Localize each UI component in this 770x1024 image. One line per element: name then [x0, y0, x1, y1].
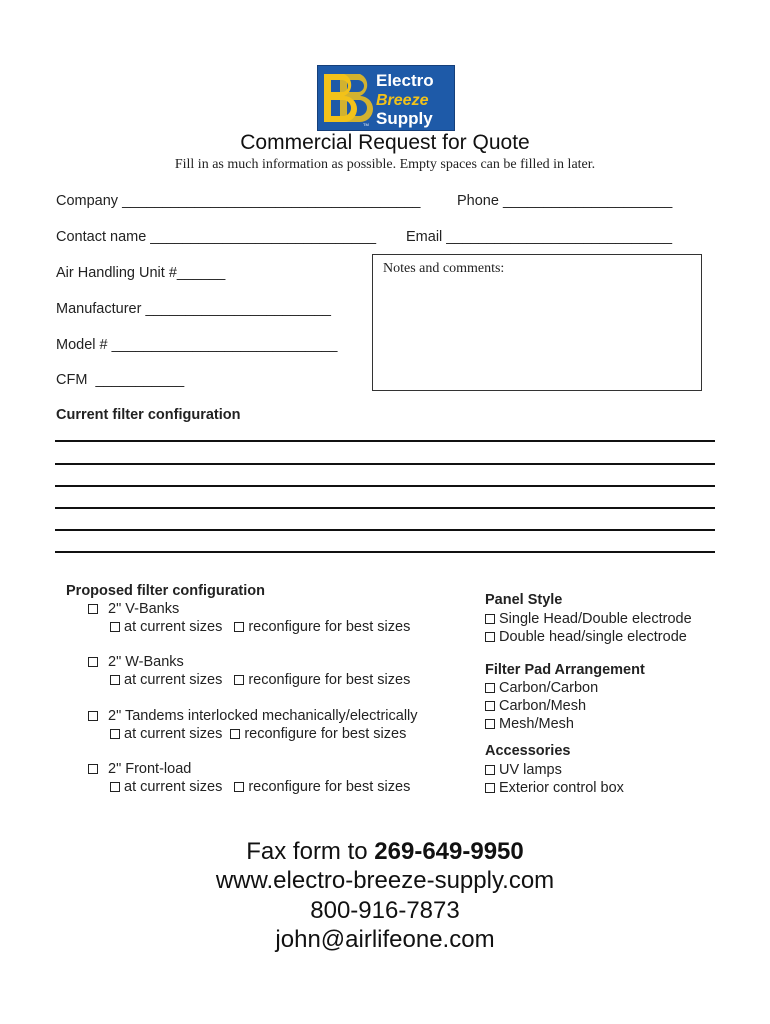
front-load-sizes [110, 779, 410, 795]
option-w-banks [88, 654, 184, 670]
panel-style-option [485, 611, 692, 627]
single-head-label: Single Head/Double electrode [499, 611, 692, 627]
label-tandems: 2" Tandems interlocked mechanically/electrically [108, 708, 418, 724]
w-banks-sizes [110, 672, 410, 688]
proposed-filter-heading: Proposed filter configuration [66, 583, 265, 599]
at-current-label: at current sizes [124, 672, 223, 688]
reconfigure-label: reconfigure for best sizes [248, 779, 411, 795]
page-subtitle: Fill in as much information as possible. Empty spaces can be filled in later. [174, 157, 596, 172]
checkbox-v-banks[interactable] [88, 604, 98, 614]
checkbox-mesh-mesh[interactable] [485, 719, 495, 729]
checkbox-v-banks-reconfigure[interactable] [234, 622, 244, 632]
email-field[interactable]: Email ____________________________ [406, 229, 673, 245]
reconfigure-label: reconfigure for best sizes [248, 672, 411, 688]
logo-line-2: Breeze [376, 92, 429, 109]
option-front-load [88, 761, 191, 777]
current-filter-heading: Current filter configuration [56, 407, 241, 423]
logo-tm: TM [363, 122, 369, 127]
cfm-field[interactable]: CFM ___________ [56, 372, 185, 388]
checkbox-v-banks-current[interactable] [110, 622, 120, 632]
uv-lamps-label: UV lamps [499, 762, 562, 778]
fax-line [0, 838, 770, 866]
model-field[interactable]: Model # ____________________________ [56, 337, 338, 353]
checkbox-exterior-control-box[interactable] [485, 783, 495, 793]
at-current-label: at current sizes [124, 619, 223, 635]
email-link[interactable]: john@airlifeone.com [275, 926, 495, 953]
line-6[interactable] [55, 551, 715, 553]
checkbox-carbon-carbon[interactable] [485, 683, 495, 693]
notes-label: Notes and comments: [383, 261, 505, 276]
page-title: Commercial Request for Quote [240, 131, 530, 154]
mesh-mesh-label: Mesh/Mesh [499, 716, 574, 732]
carbon-mesh-label: Carbon/Mesh [499, 698, 587, 714]
checkbox-single-head[interactable] [485, 614, 495, 624]
v-banks-sizes [110, 619, 410, 635]
line-3[interactable] [55, 485, 715, 487]
line-1[interactable] [55, 440, 715, 442]
checkbox-front-load-reconfigure[interactable] [234, 782, 244, 792]
label-front-load: 2" Front-load [108, 761, 192, 777]
checkbox-tandems[interactable] [88, 711, 98, 721]
at-current-label: at current sizes [124, 726, 223, 742]
fax-number: 269-649-9950 [374, 838, 524, 865]
tandems-sizes [110, 726, 406, 742]
accessories-option [485, 762, 562, 778]
carbon-carbon-label: Carbon/Carbon [499, 680, 599, 696]
contact-name-field[interactable]: Contact name ____________________________ [56, 229, 377, 245]
checkbox-double-head[interactable] [485, 632, 495, 642]
website-link[interactable]: www.electro-breeze-supply.com [215, 867, 555, 894]
checkbox-tandems-current[interactable] [110, 729, 120, 739]
phone-field[interactable]: Phone _____________________ [457, 193, 673, 209]
checkbox-tandems-reconfigure[interactable] [230, 729, 240, 739]
line-5[interactable] [55, 529, 715, 531]
panel-style-option [485, 629, 687, 645]
line-4[interactable] [55, 507, 715, 509]
company-field[interactable]: Company _____________________________________ [56, 193, 421, 209]
checkbox-front-load[interactable] [88, 764, 98, 774]
panel-style-heading: Panel Style [485, 592, 563, 608]
filter-pad-heading: Filter Pad Arrangement [485, 662, 645, 678]
checkbox-front-load-current[interactable] [110, 782, 120, 792]
at-current-label: at current sizes [124, 779, 223, 795]
checkbox-w-banks[interactable] [88, 657, 98, 667]
option-v-banks [88, 601, 179, 617]
reconfigure-label: reconfigure for best sizes [248, 619, 411, 635]
phone-number: 800-916-7873 [310, 897, 460, 924]
checkbox-w-banks-reconfigure[interactable] [234, 675, 244, 685]
air-handling-unit-field[interactable]: Air Handling Unit #______ [56, 265, 226, 281]
accessories-heading: Accessories [485, 743, 571, 759]
company-logo [317, 65, 455, 131]
checkbox-w-banks-current[interactable] [110, 675, 120, 685]
label-w-banks: 2" W-Banks [108, 654, 184, 670]
logo-line-1: Electro [376, 71, 434, 90]
checkbox-uv-lamps[interactable] [485, 765, 495, 775]
checkbox-carbon-mesh[interactable] [485, 701, 495, 711]
double-head-label: Double head/single electrode [499, 629, 687, 645]
manufacturer-field[interactable]: Manufacturer _______________________ [56, 301, 331, 317]
accessories-option [485, 780, 624, 796]
line-2[interactable] [55, 463, 715, 465]
reconfigure-label: reconfigure for best sizes [244, 726, 407, 742]
label-v-banks: 2" V-Banks [108, 601, 180, 617]
exterior-control-box-label: Exterior control box [499, 780, 624, 796]
filter-pad-option [485, 680, 598, 696]
option-tandems [88, 708, 418, 724]
filter-pad-option [485, 716, 574, 732]
filter-pad-option [485, 698, 586, 714]
fax-prefix: Fax form to [246, 838, 375, 865]
logo-line-3: Supply [376, 109, 433, 128]
notes-box[interactable] [372, 254, 702, 391]
